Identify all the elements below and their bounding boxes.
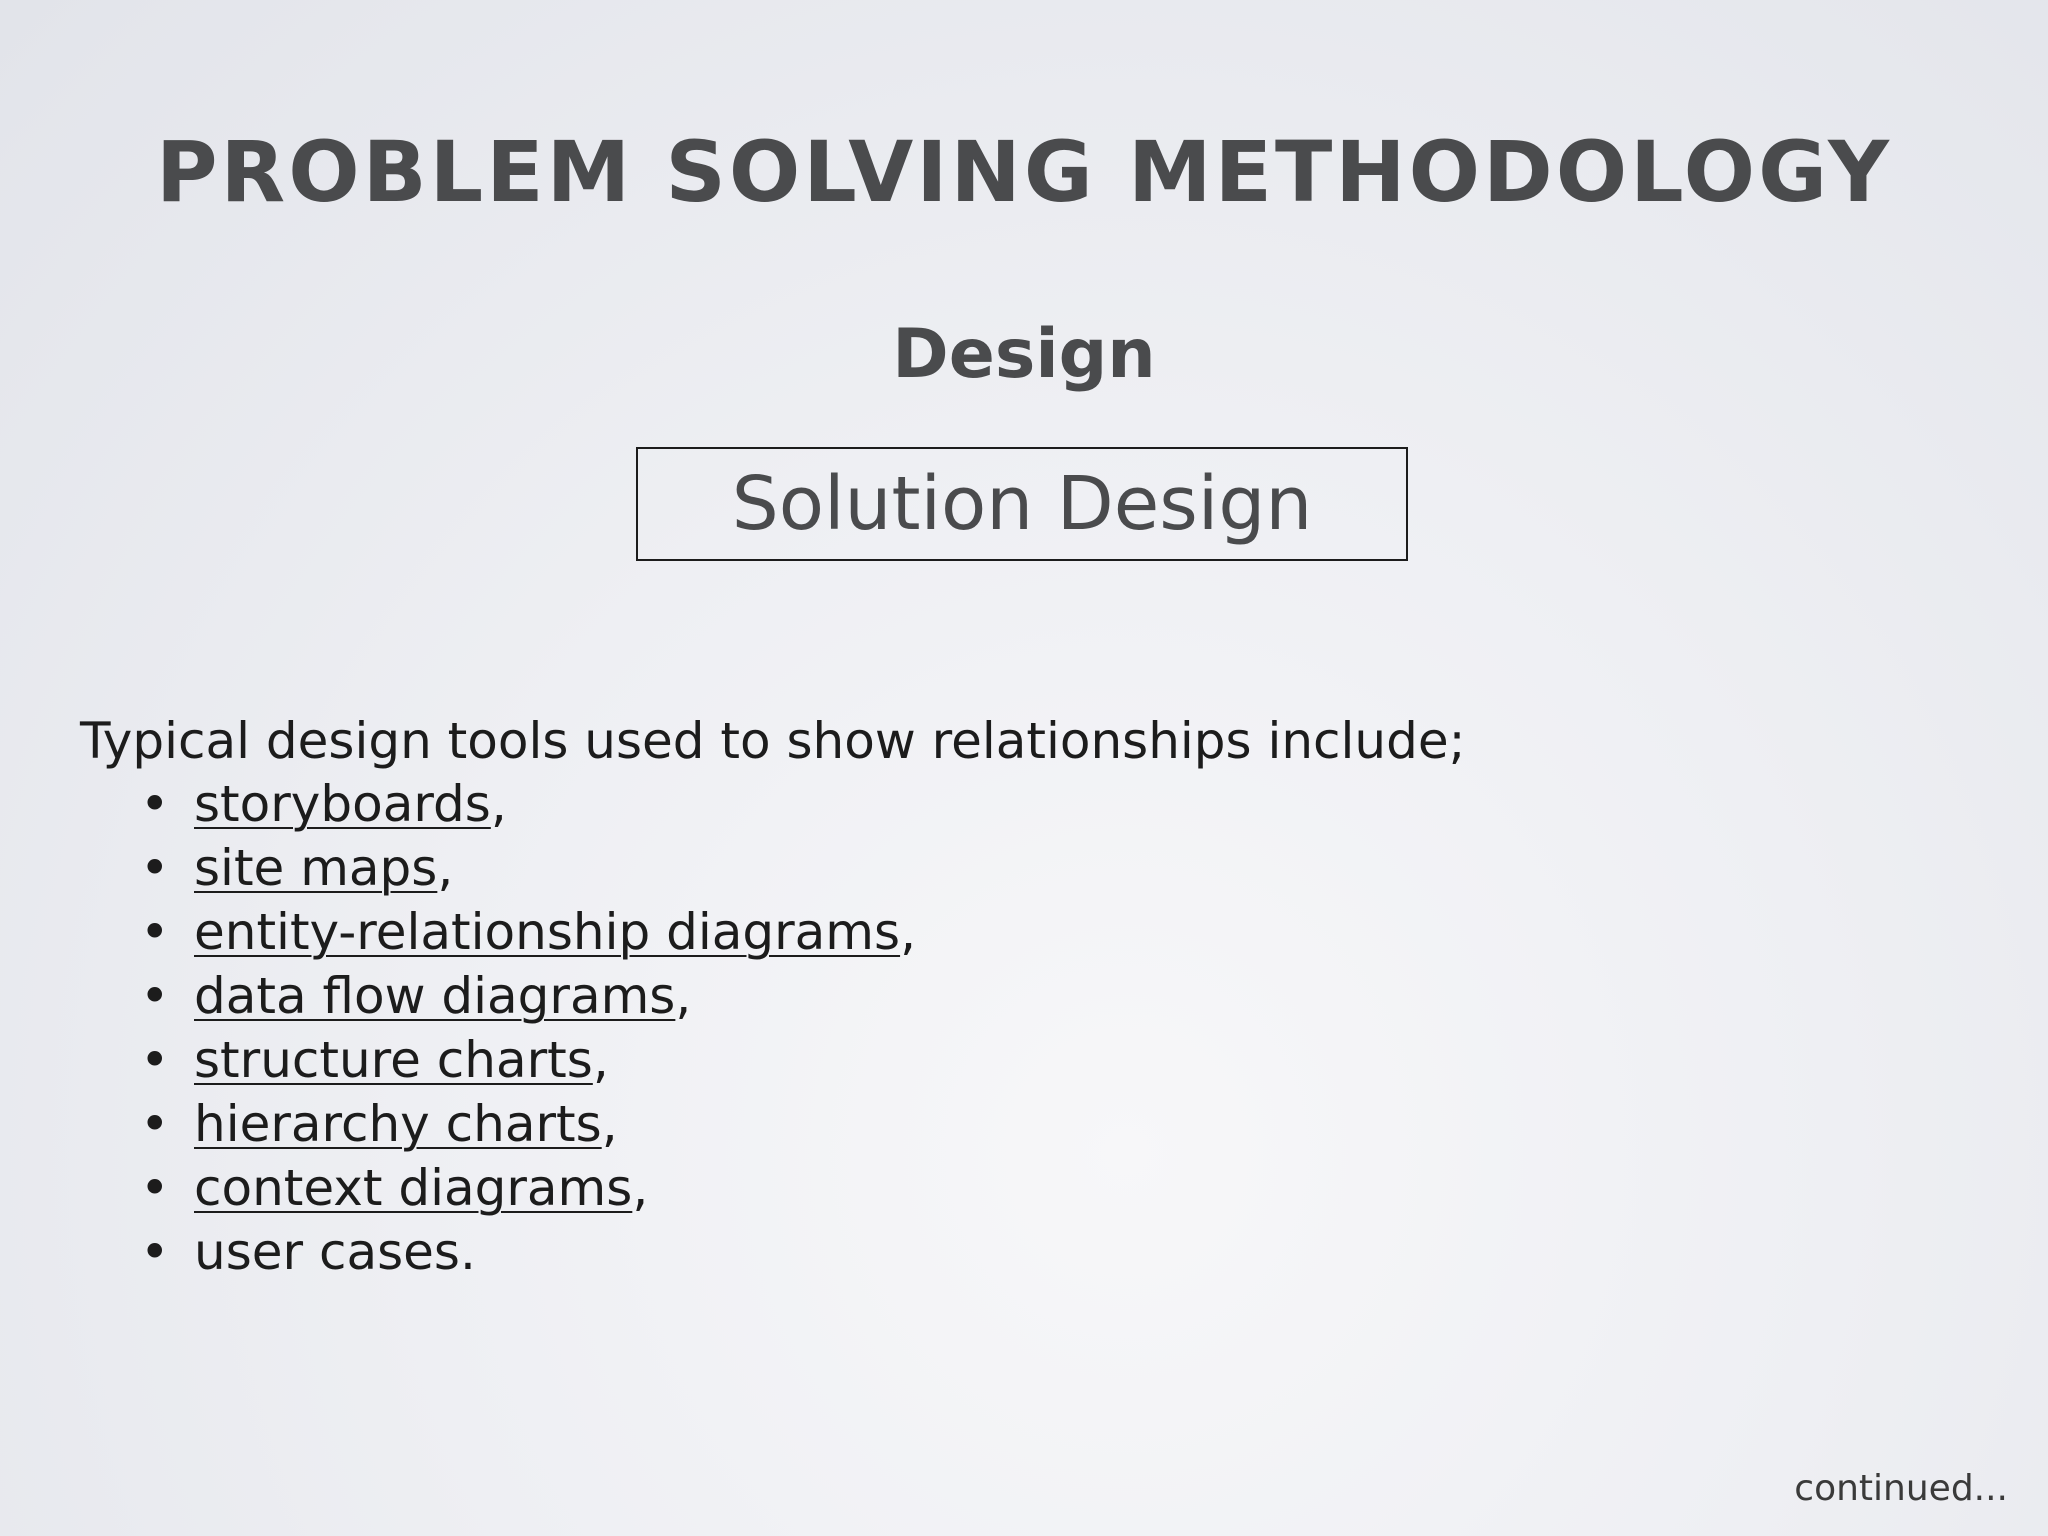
solution-design-label: Solution Design bbox=[731, 461, 1313, 547]
tool-link[interactable]: site maps bbox=[194, 839, 438, 897]
tool-text bbox=[194, 964, 691, 1028]
intro-text: Typical design tools used to show relationships include; bbox=[80, 712, 1466, 770]
bullet-icon: • bbox=[140, 1159, 170, 1217]
tool-text bbox=[194, 772, 507, 836]
bullet-icon: • bbox=[140, 903, 170, 961]
bullet-icon: • bbox=[140, 1095, 170, 1153]
continued-note: continued... bbox=[1794, 1468, 2008, 1509]
tool-suffix: , bbox=[632, 1159, 649, 1217]
tool-link[interactable]: context diagrams bbox=[194, 1159, 633, 1217]
slide-title: PROBLEM SOLVING METHODOLOGY bbox=[155, 123, 1893, 221]
tool-link[interactable]: structure charts bbox=[194, 1031, 593, 1089]
tool-text: user cases. bbox=[194, 1223, 476, 1281]
tool-text bbox=[194, 1092, 618, 1156]
tool-suffix: , bbox=[437, 839, 454, 897]
solution-design-box bbox=[636, 447, 1408, 561]
section-subtitle: Design bbox=[892, 315, 1156, 394]
tool-suffix: , bbox=[592, 1031, 609, 1089]
bullet-icon: • bbox=[140, 967, 170, 1025]
tool-text bbox=[194, 900, 916, 964]
bullet-icon: • bbox=[140, 775, 170, 833]
tool-suffix: , bbox=[490, 775, 507, 833]
tool-suffix: , bbox=[675, 967, 692, 1025]
tool-link[interactable]: data flow diagrams bbox=[194, 967, 676, 1025]
tool-text bbox=[194, 1028, 609, 1092]
tool-text bbox=[194, 836, 453, 900]
tool-link[interactable]: storyboards bbox=[194, 775, 491, 833]
bullet-icon: • bbox=[140, 1223, 170, 1281]
tool-suffix: , bbox=[900, 903, 916, 961]
tool-text bbox=[194, 1156, 648, 1220]
bullet-icon: • bbox=[140, 839, 170, 897]
tool-suffix: , bbox=[601, 1095, 618, 1153]
tool-link[interactable]: hierarchy charts bbox=[194, 1095, 602, 1153]
tool-link[interactable]: entity-relationship diagrams bbox=[194, 903, 901, 961]
bullet-icon: • bbox=[140, 1031, 170, 1089]
